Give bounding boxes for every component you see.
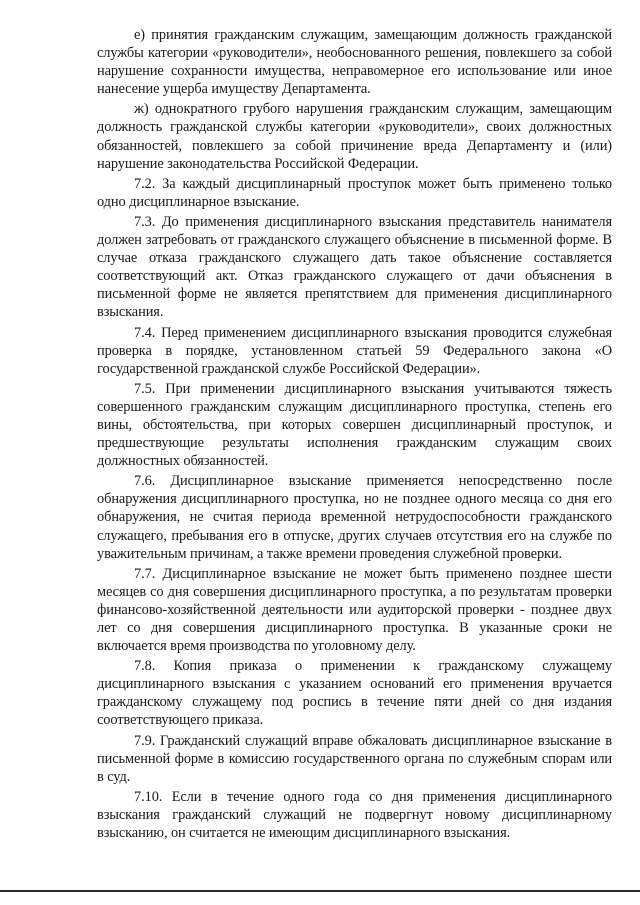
paragraph-7-7: 7.7. Дисциплинарное взыскание не может быть применено позднее шести месяцев со дня совершения дисциплинарного проступка, а по результатам проверки финансово-хозяйственной деятельности или аудиторской проверки - позднее двух лет со дня совершения дисциплинарного проступка. В указанные сроки не включается время производства по уголовному делу. — [97, 565, 612, 655]
paragraph-7-2: 7.2. За каждый дисциплинарный проступок может быть применено только одно дисциплинарное взыскание. — [97, 175, 612, 210]
paragraph-7-4: 7.4. Перед применением дисциплинарного взыскания проводится служебная проверка в порядке, установленном статьей 59 Федерального закона «О государственной гражданской службе Российской Федерации». — [97, 324, 612, 377]
paragraph-e: е) принятия гражданским служащим, замещающим должность гражданской службы категории «руководители», необоснованного решения, повлекшего за собой нарушение сохранности имущества, неправомерное его использование или иное нанесение ущерба имуществу Департамента. — [97, 27, 612, 98]
paragraph-7-3: 7.3. До применения дисциплинарного взыскания представитель нанимателя должен затребовать от гражданского служащего объяснение в письменной форме. В случае отказа гражданского служащего дать такое объяснение составляется соответствующий акт. Отказ гражданского служащего от дачи объяснения в письменной форме не является препятствием для применения дисциплинарного взыскания. — [97, 213, 612, 321]
paragraph-7-8: 7.8. Копия приказа о применении к гражданскому служащему дисциплинарного взыскания с указанием оснований его применения вручается гражданскому служащему под роспись в течение пяти дней со дня издания соответствующего приказа. — [97, 658, 612, 729]
page-bottom-edge — [0, 890, 640, 892]
paragraph-zh: ж) однократного грубого нарушения гражданским служащим, замещающим должность гражданской службы категории «руководители», своих должностных обязанностей, повлекшего за собой причинение вреда Департаменту и (или) нарушение законодательства Российской Федерации. — [97, 101, 612, 172]
paragraph-7-6: 7.6. Дисциплинарное взыскание применяется непосредственно после обнаружения дисциплинарного проступка, но не позднее одного месяца со дня его обнаружения, не считая периода временной нетрудоспособности гражданского служащего, пребывания его в отпуске, других случаев отсутствия его на службе по уважительным причинам, а также времени проведения служебной проверки. — [97, 473, 612, 562]
paragraph-7-5: 7.5. При применении дисциплинарного взыскания учитываются тяжесть совершенного гражданским служащим дисциплинарного проступка, степень его вины, обстоятельства, при которых совершен дисциплинарный проступок, и предшествующие результаты исполнения гражданским служащим своих должностных обязанностей. — [97, 380, 612, 470]
paragraph-7-10: 7.10. Если в течение одного года со дня применения дисциплинарного взыскания гражданский служащий не подвергнут новому дисциплинарному взысканию, он считается не имеющим дисциплинарного взыскания. — [97, 788, 612, 842]
paragraph-7-9: 7.9. Гражданский служащий вправе обжаловать дисциплинарное взыскание в письменной форме в комиссию государственного органа по служебным спорам или в суд. — [97, 732, 612, 785]
